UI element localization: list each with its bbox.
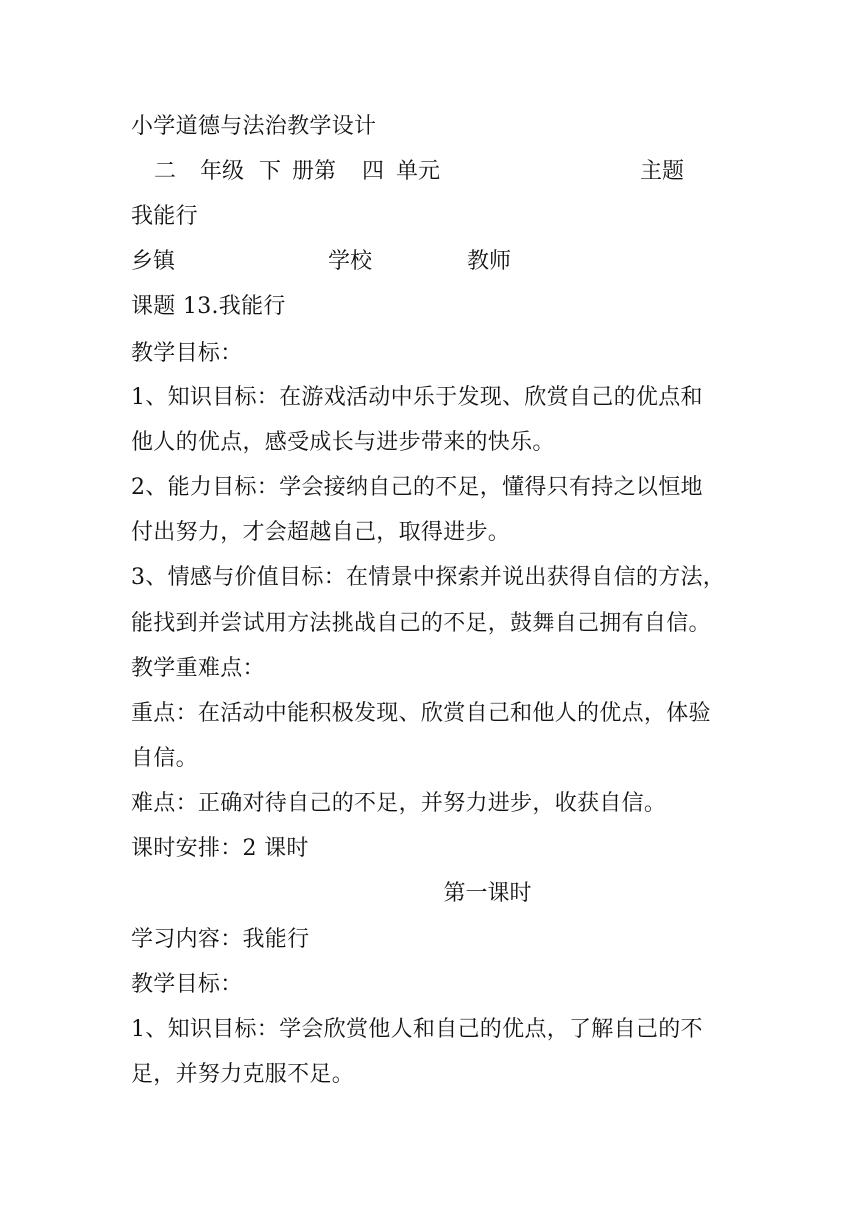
teacher-label: 教师 xyxy=(467,249,512,274)
lesson-title: 课题 13.我能行 xyxy=(131,294,286,319)
key-point-line1: 重点：在活动中能积极发现、欣赏自己和他人的优点，体验 xyxy=(131,701,711,726)
unit-label: 单元 xyxy=(396,159,441,184)
key-point-line2: 自信。 xyxy=(131,746,198,771)
volume-label: 册第 xyxy=(292,159,337,184)
key-points-heading: 教学重难点： xyxy=(131,656,265,681)
objective-ability-line1: 2、能力目标：学会接纳自己的不足，懂得只有持之以恒地 xyxy=(131,475,703,500)
town-label: 乡镇 xyxy=(131,249,176,274)
grade-label: 年级 xyxy=(200,159,245,184)
lesson1-objective-line2: 足，并努力克服不足。 xyxy=(131,1062,355,1087)
learning-content: 学习内容：我能行 xyxy=(131,927,310,952)
objective-emotion-line2: 能找到并尝试用方法挑战自己的不足，鼓舞自己拥有自信。 xyxy=(131,611,711,636)
objectives-heading-2: 教学目标： xyxy=(131,972,243,997)
objectives-heading: 教学目标： xyxy=(131,341,243,366)
theme-label: 主题 xyxy=(640,159,685,184)
doc-title: 小学道德与法治教学设计 xyxy=(131,114,377,139)
objective-knowledge-line2: 他人的优点，感受成长与进步带来的快乐。 xyxy=(131,430,555,455)
objective-ability-line2: 付出努力，才会超越自己，取得进步。 xyxy=(131,520,511,545)
objective-knowledge-line1: 1、知识目标：在游戏活动中乐于发现、欣赏自己的优点和 xyxy=(131,385,703,410)
grade-value: 二 xyxy=(154,159,177,184)
unit-value: 四 xyxy=(362,159,385,184)
first-lesson-heading: 第一课时 xyxy=(443,881,532,906)
school-label: 学校 xyxy=(328,249,373,274)
volume-value: 下 xyxy=(259,159,282,184)
objective-emotion-line1: 3、情感与价值目标：在情景中探索并说出获得自信的方法， xyxy=(131,565,726,590)
theme-value: 我能行 xyxy=(131,204,198,229)
schedule: 课时安排：2 课时 xyxy=(131,836,309,861)
difficulty: 难点：正确对待自己的不足，并努力进步，收获自信。 xyxy=(131,791,667,816)
lesson1-objective-line1: 1、知识目标：学会欣赏他人和自己的优点，了解自己的不 xyxy=(131,1017,703,1042)
